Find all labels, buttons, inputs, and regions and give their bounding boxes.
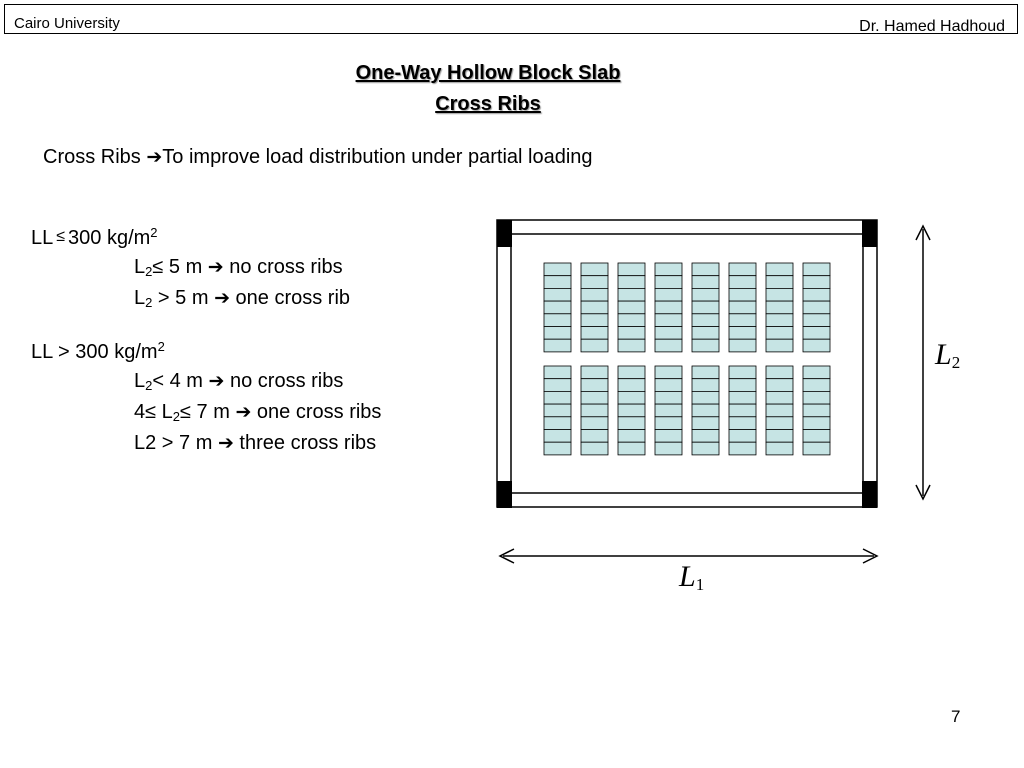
- hollow-block: [729, 288, 756, 301]
- hollow-block: [618, 417, 645, 430]
- hollow-block: [544, 288, 571, 301]
- hollow-block: [766, 301, 793, 314]
- hollow-block: [618, 391, 645, 404]
- hollow-block: [692, 379, 719, 392]
- hollow-block: [581, 442, 608, 455]
- slide-title: One-Way Hollow Block Slab: [355, 62, 621, 84]
- hollow-block: [766, 379, 793, 392]
- hollow-block: [544, 391, 571, 404]
- case2-heading: LL > 300 $kg/m^2$: [31, 339, 165, 363]
- slide-subtitle: Cross Ribs: [435, 93, 541, 115]
- l2-dimension-arrow: [916, 226, 930, 499]
- arrow-icon: ➔: [235, 402, 252, 423]
- hollow-block: [803, 442, 830, 455]
- header-institution: Cairo University: [14, 15, 120, 32]
- hollow-block: [729, 391, 756, 404]
- hollow-block: [544, 379, 571, 392]
- l2-label: $L_2$: [935, 338, 961, 372]
- hollow-block: [544, 404, 571, 417]
- hollow-block: [655, 417, 682, 430]
- hollow-block: [618, 430, 645, 443]
- header-author: Dr. Hamed Hadhoud: [859, 18, 1005, 35]
- hollow-block: [803, 288, 830, 301]
- column-square: [497, 481, 512, 508]
- intro-text: To improve load distribution under partial loading: [162, 146, 593, 168]
- hollow-block: [692, 339, 719, 352]
- hollow-block: [655, 339, 682, 352]
- hollow-block: [803, 276, 830, 289]
- hollow-block: [803, 366, 830, 379]
- hollow-block: [544, 339, 571, 352]
- hollow-block: [655, 442, 682, 455]
- hollow-block: [766, 288, 793, 301]
- hollow-block: [544, 327, 571, 340]
- hollow-block: [803, 327, 830, 340]
- hollow-block: [729, 276, 756, 289]
- hollow-block: [544, 442, 571, 455]
- arrow-icon: ➔: [146, 147, 163, 168]
- hollow-block: [618, 314, 645, 327]
- case1-rule-2: $L_2 > 5$ m ➔ one cross rib: [134, 287, 351, 310]
- hollow-block: [692, 417, 719, 430]
- hollow-block: [692, 404, 719, 417]
- hollow-block: [803, 301, 830, 314]
- hollow-block: [766, 327, 793, 340]
- hollow-block: [729, 263, 756, 276]
- hollow-block: [692, 391, 719, 404]
- hollow-block: [544, 263, 571, 276]
- hollow-block: [766, 442, 793, 455]
- hollow-block: [692, 327, 719, 340]
- hollow-block: [544, 276, 571, 289]
- hollow-block: [581, 314, 608, 327]
- arrow-icon: ➔: [207, 257, 224, 278]
- l1-label: $L_1$: [679, 560, 705, 594]
- hollow-block: [655, 288, 682, 301]
- arrow-icon: ➔: [214, 288, 230, 309]
- hollow-block: [729, 366, 756, 379]
- hollow-block: [655, 366, 682, 379]
- hollow-block: [803, 263, 830, 276]
- hollow-block: [655, 314, 682, 327]
- hollow-block: [803, 391, 830, 404]
- hollow-block: [766, 404, 793, 417]
- hollow-block: [655, 263, 682, 276]
- hollow-block: [803, 379, 830, 392]
- hollow-block: [766, 391, 793, 404]
- case1-rule-1: $L_2\le 5$ m ➔ no cross ribs: [134, 256, 343, 279]
- hollow-block: [618, 263, 645, 276]
- hollow-block: [618, 327, 645, 340]
- hollow-block: [618, 288, 645, 301]
- hollow-block: [618, 404, 645, 417]
- hollow-block: [581, 404, 608, 417]
- column-square: [862, 481, 877, 508]
- hollow-block: [766, 430, 793, 443]
- hollow-block: [692, 301, 719, 314]
- hollow-block: [544, 430, 571, 443]
- arrow-icon: ➔: [217, 433, 234, 454]
- hollow-block: [729, 379, 756, 392]
- hollow-block: [581, 288, 608, 301]
- hollow-block: [618, 339, 645, 352]
- hollow-block: [729, 327, 756, 340]
- hollow-block: [692, 314, 719, 327]
- hollow-block: [729, 417, 756, 430]
- hollow-block: [581, 276, 608, 289]
- hollow-block: [692, 263, 719, 276]
- case2-rule-2: $4\le L_2\le 7$ m ➔ one cross ribs: [134, 401, 382, 424]
- hollow-block: [729, 442, 756, 455]
- hollow-block: [803, 417, 830, 430]
- column-square: [862, 220, 877, 247]
- hollow-block: [655, 327, 682, 340]
- hollow-block: [581, 391, 608, 404]
- hollow-block: [618, 366, 645, 379]
- hollow-block: [618, 301, 645, 314]
- hollow-block: [544, 366, 571, 379]
- hollow-block: [581, 339, 608, 352]
- hollow-block: [581, 327, 608, 340]
- hollow-block: [655, 301, 682, 314]
- hollow-block: [544, 301, 571, 314]
- hollow-block: [803, 314, 830, 327]
- hollow-block: [692, 442, 719, 455]
- hollow-block: [618, 379, 645, 392]
- hollow-block: [729, 314, 756, 327]
- hollow-block: [803, 430, 830, 443]
- case2-rule-3: L2 > 7 m ➔ three cross ribs: [134, 432, 377, 454]
- hollow-block: [581, 379, 608, 392]
- hollow-block: [803, 404, 830, 417]
- hollow-block: [581, 430, 608, 443]
- hollow-block: [692, 430, 719, 443]
- column-square: [497, 220, 512, 247]
- hollow-blocks: [544, 263, 830, 455]
- hollow-block: [692, 288, 719, 301]
- case1-heading: LL ≤ 300 $kg/m^2$: [31, 225, 158, 249]
- hollow-block: [729, 339, 756, 352]
- hollow-block: [729, 404, 756, 417]
- hollow-block: [544, 417, 571, 430]
- hollow-block: [803, 339, 830, 352]
- case2-rule-1: $L_2< 4$ m ➔ no cross ribs: [134, 370, 344, 393]
- hollow-block: [544, 314, 571, 327]
- hollow-block: [655, 276, 682, 289]
- page-number: 7: [951, 707, 961, 726]
- hollow-block: [692, 366, 719, 379]
- hollow-block: [729, 430, 756, 443]
- hollow-block: [729, 301, 756, 314]
- hollow-block: [655, 391, 682, 404]
- hollow-block: [655, 430, 682, 443]
- hollow-block: [692, 276, 719, 289]
- hollow-block: [766, 339, 793, 352]
- hollow-block: [766, 276, 793, 289]
- hollow-block: [618, 442, 645, 455]
- hollow-block: [766, 417, 793, 430]
- hollow-block: [618, 276, 645, 289]
- hollow-block: [581, 263, 608, 276]
- hollow-block: [581, 417, 608, 430]
- arrow-icon: ➔: [208, 371, 225, 392]
- hollow-block: [766, 366, 793, 379]
- hollow-block: [655, 404, 682, 417]
- hollow-block: [766, 314, 793, 327]
- hollow-block: [655, 379, 682, 392]
- hollow-block: [766, 263, 793, 276]
- hollow-block: [581, 301, 608, 314]
- hollow-block: [581, 366, 608, 379]
- intro-lead: Cross Ribs: [43, 146, 147, 168]
